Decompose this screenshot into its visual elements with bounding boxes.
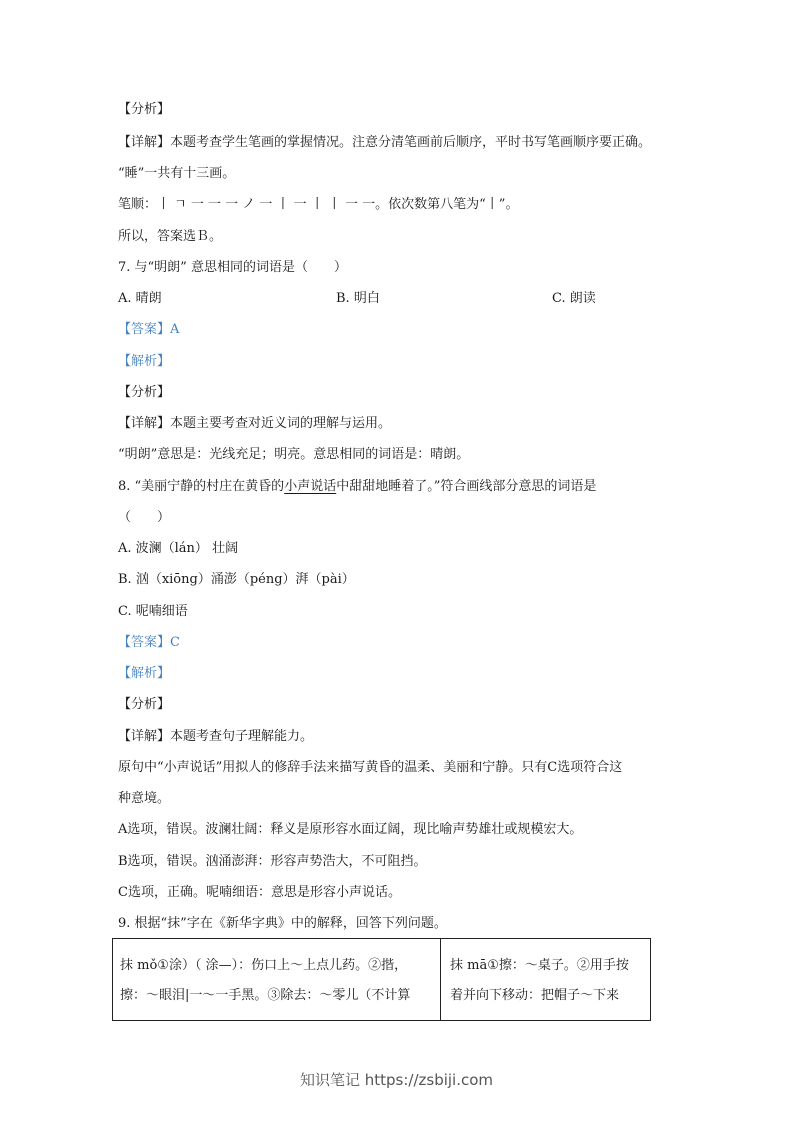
table-divider bbox=[440, 939, 441, 1020]
table-right-line1: 抹 mā①擦：～桌子。②用手按 bbox=[450, 958, 629, 973]
detail-text: 【详解】本题考查学生笔画的掌握情况。注意分清笔画前后顺序，平时书写笔画顺序要正确。 bbox=[118, 135, 652, 150]
explain-8-option-b: B选项，错误。汹涌澎湃：形容声势浩大，不可阻挡。 bbox=[118, 854, 427, 869]
q8-paren: （ ） bbox=[118, 510, 171, 525]
footer-watermark: 知识笔记 https://zsbiji.com bbox=[299, 1071, 494, 1089]
explain-8-line2: 种意境。 bbox=[118, 791, 171, 806]
detail-7: 【详解】本题主要考查对近义词的理解与运用。 bbox=[118, 416, 392, 431]
explain-7: “明朗”意思是：光线充足；明亮。意思相同的词语是：晴朗。 bbox=[118, 447, 470, 462]
table-right-line2: 着并向下移动：把帽子～下来 bbox=[450, 988, 620, 1003]
explanation-7-label: 【解析】 bbox=[118, 354, 171, 369]
q8-prefix: 8. “美丽宁静的村庄在黄昏的 bbox=[118, 479, 285, 494]
q8-suffix: 中甜甜地睡着了。”符合画线部分意思的词语是 bbox=[336, 479, 597, 494]
question-7: 7. 与“明朗” 意思相同的词语是（ ） bbox=[118, 260, 347, 275]
table-left-line1: 抹 mǒ①涂）（ 涂—）：伤口上～上点儿药。②揩， bbox=[120, 958, 408, 973]
q8-option-b: B. 汹（xiōng）涌澎（péng）湃（pài） bbox=[118, 572, 355, 587]
explain-8-option-a: A选项，错误。波澜壮阔：释义是原形容水面辽阔，现比喻声势雄壮或规模宏大。 bbox=[118, 822, 583, 837]
table-left-line2: 擦：～眼泪|一～一手黑。③除去：～零儿（不计算 bbox=[120, 988, 411, 1003]
explanation-8-label: 【解析】 bbox=[118, 666, 171, 681]
question-8 bbox=[118, 477, 596, 497]
analysis-7-label: 【分析】 bbox=[118, 385, 171, 400]
stroke-order-text: 笔顺：丨 ㄱ 一 一 一 ノ 一 丨 一 丨 丨 一 一。依次数第八笔为“丨”。 bbox=[118, 197, 519, 212]
explain-8-line1: 原句中“小声说话”用拟人的修辞手法来描写黄昏的温柔、美丽和宁静。只有C选项符合这 bbox=[118, 760, 623, 775]
answer-conclusion: 所以，答案选Ｂ。 bbox=[118, 229, 223, 244]
answer-8: 【答案】C bbox=[118, 635, 180, 650]
analysis-label: 【分析】 bbox=[118, 102, 171, 117]
q7-options bbox=[118, 289, 638, 309]
q7-option-a: A. 晴朗 bbox=[118, 291, 162, 306]
explain-8-option-c: C选项，正确。呢喃细语：意思是形容小声说话。 bbox=[118, 885, 401, 900]
detail-8: 【详解】本题考查句子理解能力。 bbox=[118, 729, 314, 744]
q8-underlined: 小声说话 bbox=[284, 479, 337, 494]
stroke-count-text: “睡”一共有十三画。 bbox=[118, 166, 236, 181]
analysis-8-label: 【分析】 bbox=[118, 697, 171, 712]
answer-7 bbox=[118, 320, 179, 340]
q7-option-c: C. 朗读 bbox=[552, 291, 596, 306]
q8-option-a: A. 波澜（lán） 壮阔 bbox=[118, 541, 239, 556]
dictionary-table bbox=[112, 938, 651, 1021]
question-9: 9. 根据“抹”字在《新华字典》中的解释，回答下列问题。 bbox=[118, 916, 447, 931]
answer-7-text: 【答案】A bbox=[118, 322, 180, 337]
q8-option-c: C. 呢喃细语 bbox=[118, 604, 188, 619]
q7-option-b: B. 明白 bbox=[336, 291, 380, 306]
